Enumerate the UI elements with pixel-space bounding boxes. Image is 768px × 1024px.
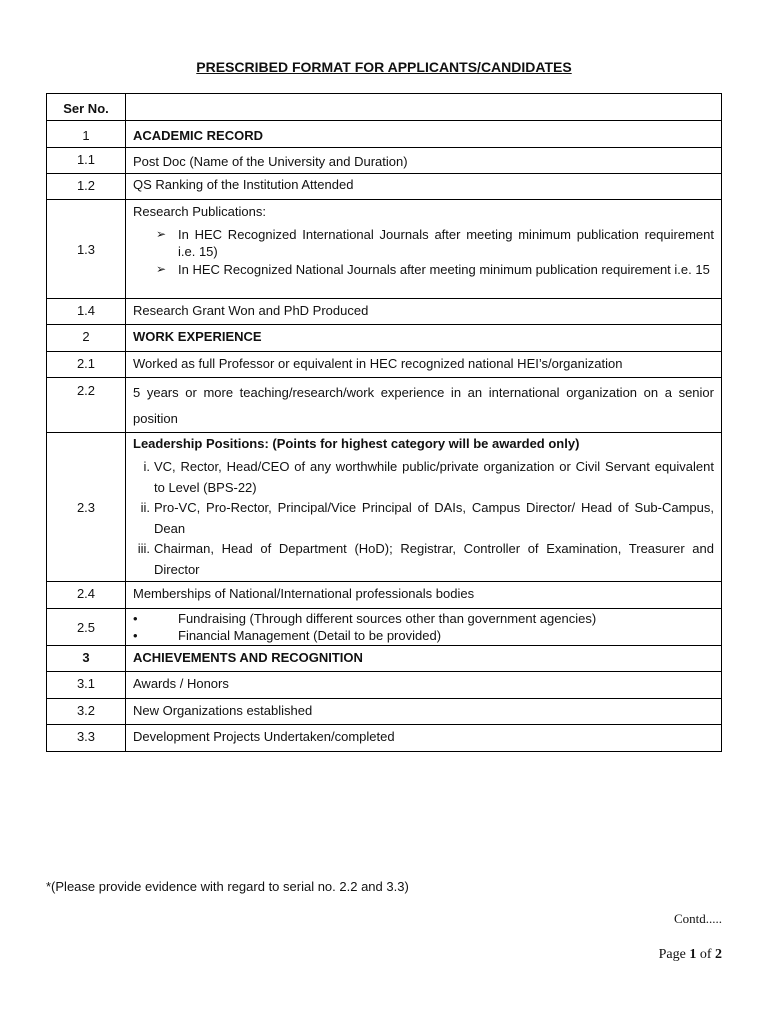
row-ser: 3.2	[47, 699, 126, 725]
arrow-bullet-icon: ➢	[156, 262, 167, 276]
section-heading-work: WORK EXPERIENCE	[126, 325, 722, 352]
continued-label: Contd.....	[673, 911, 722, 926]
list-item: ➢ In HEC Recognized International Journals after meeting minimum publication requirement i.e. 15)	[156, 227, 714, 259]
table-row	[47, 646, 722, 672]
table-row	[47, 325, 722, 352]
row-text: Development Projects Undertaken/completed	[126, 725, 722, 752]
row-ser: 2.3	[47, 433, 126, 582]
arrow-bullet-icon: ➢	[156, 227, 167, 241]
list-item: • Fundraising (Through different sources other than government agencies)	[133, 611, 597, 626]
row-text: Worked as full Professor or equivalent in HEC recognized national HEI’s/organization	[126, 352, 722, 378]
table-row	[47, 582, 722, 609]
row-ser: 1	[47, 121, 126, 148]
list-item: ii. Pro-VC, Pro-Rector, Principal/Vice Principal of DAIs, Campus Director/ Head of Sub-Campus, Dean	[140, 500, 714, 536]
row-ser: 1.1	[47, 148, 126, 174]
row-ser: 2.2	[47, 378, 126, 433]
row-text: Memberships of National/International professionals bodies	[126, 582, 722, 609]
page-number: Page 1 of 2	[658, 947, 722, 962]
row-ser: 1.2	[47, 174, 126, 200]
table-row	[47, 148, 722, 174]
row-text: QS Ranking of the Institution Attended	[126, 174, 722, 200]
document-title: PRESCRIBED FORMAT FOR APPLICANTS/CANDIDATES	[196, 59, 572, 75]
table-header-row	[47, 94, 722, 121]
row-ser: 3.1	[47, 672, 126, 699]
table-row	[47, 174, 722, 200]
list-item: i. VC, Rector, Head/CEO of any worthwhile public/private organization or Civil Servant equivalent to Level (BPS-22)	[143, 459, 714, 495]
publication-list	[133, 226, 714, 278]
table-row	[47, 200, 722, 299]
table-row	[47, 352, 722, 378]
row-text: Awards / Honors	[126, 672, 722, 699]
table-row	[47, 378, 722, 433]
table-row	[47, 699, 722, 725]
leadership-list	[133, 457, 714, 580]
row-text: Research Grant Won and PhD Produced	[126, 299, 722, 325]
list-item: ➢ In HEC Recognized National Journals after meeting minimum publication requirement i.e. 15	[156, 262, 710, 277]
finance-list	[133, 610, 714, 644]
row-ser: 2.5	[47, 609, 126, 646]
row-ser: 1.3	[47, 200, 126, 299]
list-item: iii. Chairman, Head of Department (HoD); Registrar, Controller of Examination, Treasurer and Director	[137, 541, 714, 577]
row-text: Post Doc (Name of the University and Duration)	[126, 148, 722, 174]
table-row	[47, 725, 722, 752]
row-ser: 3	[47, 646, 126, 672]
section-heading-achievements: ACHIEVEMENTS AND RECOGNITION	[126, 646, 722, 672]
table-row	[47, 433, 722, 582]
row-text: Leadership Positions: (Points for highest category will be awarded only) i. VC, Rector, Head/CEO of any worthwhile public/private organization or Civil Servant equivalent to Level (BPS-22) ii. Pro-VC, Pro-Rector, Principal/Vice Principal of DAIs, Campus Director/ Head of Sub-Campus, Dean iii. Chairman, Head of Department (HoD); Registrar, Controller of Examination, Treasurer and Director	[126, 433, 722, 582]
candidate-format-table	[46, 93, 722, 752]
evidence-note: *(Please provide evidence with regard to serial no. 2.2 and 3.3)	[46, 879, 409, 894]
table-row	[47, 609, 722, 646]
bullet-icon: •	[133, 611, 138, 626]
row-text: New Organizations established	[126, 699, 722, 725]
table-row	[47, 121, 722, 148]
table-row	[47, 299, 722, 325]
section-heading-academic: ACADEMIC RECORD	[126, 121, 722, 148]
blank-header	[126, 94, 722, 121]
row-text: Research Publications: ➢ In HEC Recognized International Journals after meeting minimum publication requirement i.e. 15) ➢ In HEC Recognized National Journals after meeting minimum publication requirement i.e. 15	[126, 200, 722, 299]
row-ser: 2	[47, 325, 126, 352]
bullet-icon: •	[133, 628, 138, 643]
row-text: 5 years or more teaching/research/work experience in an international organization on a senior position	[126, 378, 722, 433]
row-ser: 2.1	[47, 352, 126, 378]
row-ser: 2.4	[47, 582, 126, 609]
row-ser: 1.4	[47, 299, 126, 325]
list-item: • Financial Management (Detail to be provided)	[133, 628, 442, 643]
ser-no-header: Ser No.	[47, 94, 126, 121]
row-ser: 3.3	[47, 725, 126, 752]
row-text	[126, 609, 722, 646]
table-row	[47, 672, 722, 699]
